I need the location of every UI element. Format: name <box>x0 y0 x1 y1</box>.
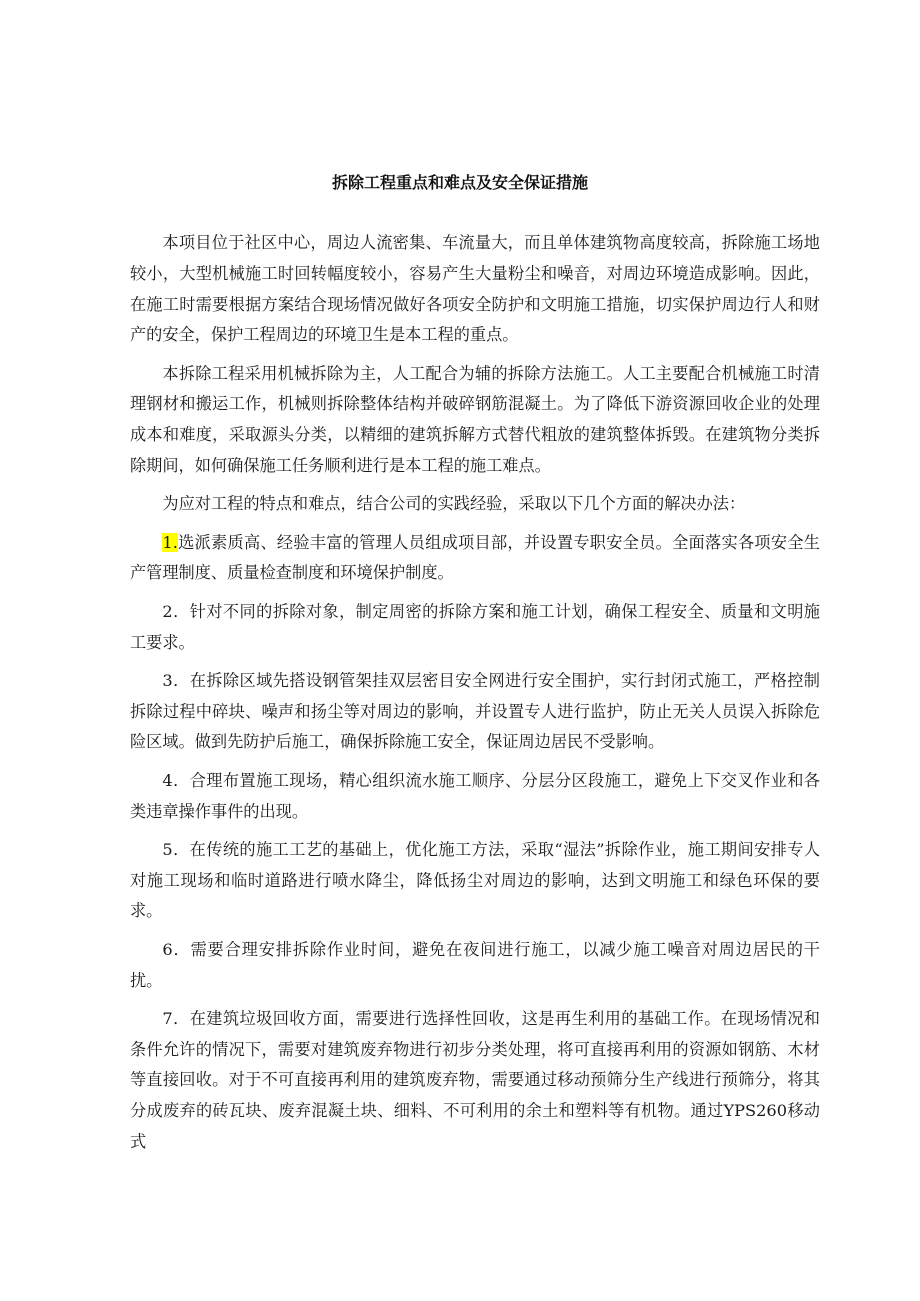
item-text: 在建筑垃圾回收方面，需要进行选择性回收，这是再生利用的基础工作。在现场情况和条件允许的情况下，需要对建筑废弃物进行初步分类处理，将可直接再利用的资源如钢筋、木材等直接回收。对于不可直接再利用的建筑废弃物，需要通过移动预筛分生产线进行预筛分，将其分成废弃的砖瓦块、废弃混凝土块、细料、不可利用的余土和塑料等有机物。通过YPS260移动式 <box>130 1008 820 1152</box>
item-number: 7． <box>162 1008 190 1028</box>
item-number: 6． <box>162 939 191 959</box>
item-text: 选派素质高、经验丰富的管理人员组成项目部，并设置专职安全员。全面落实各项安全生产管理制度、质量检查制度和环境保护制度。 <box>130 532 820 583</box>
item-text: 在传统的施工工艺的基础上，优化施工方法，采取“湿法”拆除作业，施工期间安排专人对施工现场和临时道路进行喷水降尘，降低扬尘对周边的影响，达到文明施工和绿色环保的要求。 <box>130 839 820 921</box>
paragraph-method: 本拆除工程采用机械拆除为主，人工配合为辅的拆除方法施工。人工主要配合机械施工时清理钢材和搬运工作，机械则拆除整体结构并破碎钢筋混凝土。为了降低下游资源回收企业的处理成本和难度，采取源头分类，以精细的建筑拆解方式替代粗放的建筑整体拆毁。在建筑物分类拆除期间，如何确保施工任务顺利进行是本工程的施工难点。 <box>130 363 820 476</box>
list-item <box>130 835 820 927</box>
document-body <box>130 228 820 1165</box>
list-item <box>130 597 820 659</box>
item-text: 合理布置施工现场，精心组织流水施工顺序、分层分区段施工，避免上下交叉作业和各类违章操作事件的出现。 <box>130 770 820 821</box>
item-text: 在拆除区域先搭设钢管架挂双层密目安全网进行安全围护，实行封闭式施工，严格控制拆除过程中碎块、噪声和扬尘等对周边的影响，并设置专人进行监护，防止无关人员误入拆除危险区域。做到先防护后施工，确保拆除施工安全，保证周边居民不受影响。 <box>130 670 820 752</box>
item-number: 5． <box>162 839 190 859</box>
item-text: 需要合理安排拆除作业时间，避免在夜间进行施工，以减少施工噪音对周边居民的干扰。 <box>130 939 820 990</box>
list-item <box>130 935 820 997</box>
item-number-highlighted: 1. <box>162 532 178 552</box>
item-number: 3． <box>162 670 190 690</box>
item-text: 针对不同的拆除对象，制定周密的拆除方案和施工计划，确保工程安全、质量和文明施工要求。 <box>130 601 820 652</box>
list-item <box>130 666 820 758</box>
list-item <box>130 528 820 590</box>
page-title: 拆除工程重点和难点及安全保证措施 <box>331 173 588 192</box>
list-item <box>130 766 820 828</box>
paragraph-intro: 本项目位于社区中心，周边人流密集、车流量大，而且单体建筑物高度较高，拆除施工场地较小，大型机械施工时回转幅度较小，容易产生大量粉尘和噪音，对周边环境造成影响。因此，在施工时需要根据方案结合现场情况做好各项安全防护和文明施工措施，切实保护周边行人和财产的安全，保护工程周边的环境卫生是本工程的重点。 <box>130 233 820 345</box>
list-item <box>130 1004 820 1158</box>
item-number: 4． <box>162 770 190 790</box>
item-number: 2． <box>162 601 190 621</box>
paragraph-solutions-lead: 为应对工程的特点和难点，结合公司的实践经验，采取以下几个方面的解决办法： <box>162 494 746 514</box>
